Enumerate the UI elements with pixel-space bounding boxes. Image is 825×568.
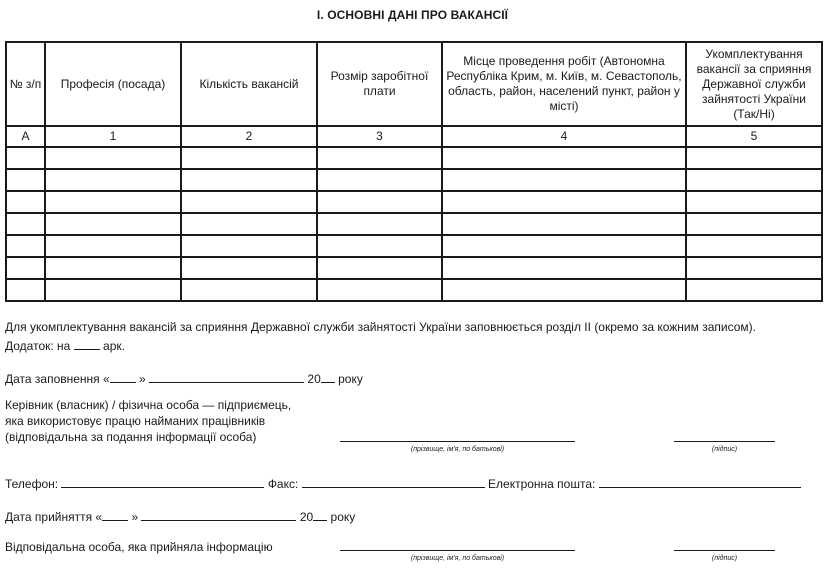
fill-date-quote: » <box>139 372 146 386</box>
fill-date-month-field[interactable] <box>149 370 304 383</box>
fill-date-label: Дата заповнення « <box>5 372 110 386</box>
phone-label: Телефон: <box>5 477 59 491</box>
fill-date-year-suffix: року <box>338 372 363 386</box>
accept-date-year-field[interactable] <box>313 508 327 521</box>
manager-name-field[interactable] <box>340 441 575 442</box>
responsible-label: Відповідальна особа, яка прийняла інформацію <box>5 540 273 554</box>
responsible-signature-field[interactable] <box>674 550 775 551</box>
fill-date-day-field[interactable] <box>110 370 136 383</box>
col-number-3: 3 <box>317 126 442 147</box>
attachment-line <box>5 337 125 354</box>
manager-name-caption: (прізвище, ім'я, по батькові) <box>410 446 505 453</box>
accept-date-label: Дата прийняття « <box>5 510 103 524</box>
table-row[interactable] <box>6 169 822 191</box>
responsible-name-caption: (прізвище, ім'я, по батькові) <box>410 555 505 562</box>
table-row[interactable] <box>6 147 822 169</box>
manager-signature-field[interactable] <box>674 441 775 442</box>
attachment-unit: арк. <box>103 339 125 353</box>
responsible-signature-caption: (підпис) <box>711 555 738 562</box>
attachment-label: Додаток: на <box>5 339 71 353</box>
manager-label-1: Керівник (власник) / фізична особа — підприємець, <box>5 398 292 412</box>
table-numbering-row <box>6 126 822 147</box>
responsible-name-field[interactable] <box>340 550 575 551</box>
col-number-1: 1 <box>45 126 181 147</box>
accept-date-quote: » <box>131 510 139 524</box>
table-row[interactable] <box>6 191 822 213</box>
col-header-number: № з/п <box>6 42 45 126</box>
fill-date-year-prefix: 20 <box>307 372 321 386</box>
email-field[interactable] <box>599 475 801 488</box>
table-row[interactable] <box>6 235 822 257</box>
col-header-work-location: Місце проведення робіт (Автономна Республіка Крим, м. Київ, м. Севастополь, область, район, населений пункт, район у місті) <box>442 42 686 126</box>
col-header-employment-service: Укомплектування вакансії за сприяння Державної служби зайнятості України (Так/Ні) <box>686 42 822 126</box>
section-title: I. ОСНОВНІ ДАНІ ПРО ВАКАНСІЇ <box>316 8 509 22</box>
contacts-line <box>5 475 801 492</box>
fill-date-year-field[interactable] <box>321 370 335 383</box>
table-row[interactable] <box>6 257 822 279</box>
accept-date-month-field[interactable] <box>141 508 296 521</box>
col-number-a: А <box>6 126 45 147</box>
attachment-pages-field[interactable] <box>74 337 100 350</box>
col-header-profession: Професія (посада) <box>45 42 181 126</box>
table-row[interactable] <box>6 279 822 301</box>
phone-field[interactable] <box>61 475 264 488</box>
manager-label-3: (відповідальна за подання інформації особа) <box>5 430 257 444</box>
accept-date-year-prefix: 20 <box>299 510 314 524</box>
fill-date-line <box>5 370 363 387</box>
accept-date-line <box>5 508 355 525</box>
table-header-row <box>6 42 822 126</box>
col-header-vacancy-count: Кількість вакансій <box>181 42 317 126</box>
col-number-5: 5 <box>686 126 822 147</box>
manager-signature-caption: (підпис) <box>711 446 738 453</box>
email-label: Електронна пошта: <box>488 477 596 491</box>
accept-date-day-field[interactable] <box>102 508 128 521</box>
manager-label-2: яка використовує працю найманих працівників <box>5 414 266 428</box>
col-number-2: 2 <box>181 126 317 147</box>
vacancies-table <box>5 41 823 302</box>
table-row[interactable] <box>6 213 822 235</box>
col-header-salary: Розмір заробітної плати <box>317 42 442 126</box>
fax-label: Факс: <box>267 477 299 491</box>
accept-date-year-suffix: року <box>330 510 356 524</box>
col-number-4: 4 <box>442 126 686 147</box>
note-section-two: Для укомплектування вакансій за сприяння Державної служби зайнятості України заповнюється розділ ІІ (окремо за кожним записом). <box>5 320 756 334</box>
fax-field[interactable] <box>302 475 485 488</box>
